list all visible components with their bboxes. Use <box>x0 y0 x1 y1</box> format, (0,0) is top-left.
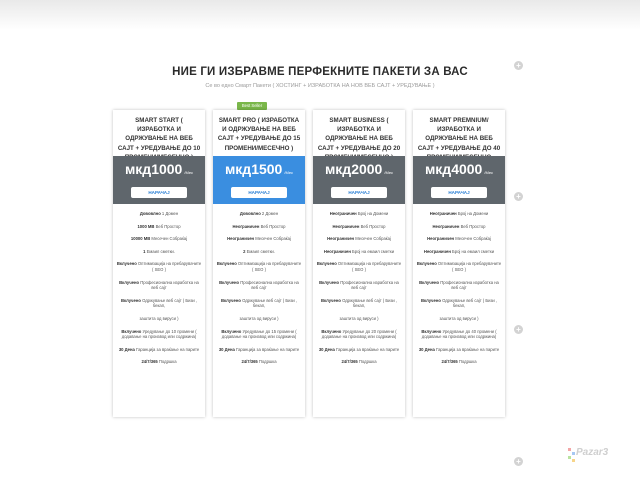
feature-item <box>316 326 402 344</box>
section-heading: НИЕ ГИ ИЗБРАВМЕ ПЕРФЕКНИТЕ ПАКЕТИ ЗА ВАС <box>172 66 468 78</box>
feature-highlight: Вклучено <box>219 279 240 285</box>
price-period: /Мес <box>384 170 394 175</box>
feature-highlight: 24/7/365 <box>341 359 358 365</box>
feature-text: Оптимизација на пребарувачите ( SEO ) <box>236 261 302 272</box>
feature-item <box>316 344 402 357</box>
feature-item <box>216 246 302 259</box>
feature-text: заштита од вируси ) <box>239 315 279 321</box>
feature-highlight: Вклучено <box>221 328 242 334</box>
feature-text: Месечен Собраќај <box>354 236 391 242</box>
feature-highlight: Вклучено <box>216 261 237 267</box>
plan-price <box>413 156 505 181</box>
feature-item <box>316 221 402 234</box>
feature-item <box>216 208 302 221</box>
feature-item <box>116 295 202 313</box>
feature-item <box>116 221 202 234</box>
feature-text: Емаил сметки. <box>245 248 275 254</box>
feature-highlight: Вклучено <box>321 328 342 334</box>
feature-item <box>216 258 302 276</box>
feature-text: Оптимизација на пребарувачите ( SEO ) <box>136 261 202 272</box>
feature-item <box>216 326 302 344</box>
feature-item <box>116 313 202 326</box>
feature-text: Гаранција за враќање на парите <box>234 346 300 352</box>
feature-text: Оптимизација на пребарувачите ( SEO ) <box>436 261 502 272</box>
feature-text: Уредување до 15 промени ( додавање на производ или содржина) <box>221 328 297 340</box>
feature-text: Веб Простор <box>459 223 486 229</box>
feature-text: Гаранција за враќање на парите <box>434 346 500 352</box>
pricing-card <box>113 110 205 417</box>
feature-highlight: 1000 MB <box>137 223 155 229</box>
watermark-text: Pazar3 <box>576 447 609 458</box>
feature-item <box>116 233 202 246</box>
feature-text: Месечен Собраќај <box>150 236 188 242</box>
feature-item <box>116 277 202 295</box>
best-seller-badge: Best Seller <box>237 102 267 110</box>
feature-text: 1 Домен <box>160 211 179 216</box>
price-period: /Мес <box>484 170 494 175</box>
feature-highlight: Вклучено <box>316 261 337 267</box>
feature-text: Одржување веб сајт ( Бизи , бекап, <box>140 297 198 309</box>
pricing-card <box>213 110 305 417</box>
feature-list <box>413 204 505 369</box>
price-box <box>313 156 405 204</box>
feature-text: Уредување до 20 промени ( додавање на производ или содржина) <box>321 328 397 340</box>
order-button[interactable]: НАРАЧАЈ <box>131 187 187 198</box>
feature-highlight: Неограничен <box>429 211 457 216</box>
feature-highlight: Вклучено <box>121 328 142 334</box>
feature-highlight: Вклучено <box>320 297 341 303</box>
feature-highlight: 1 <box>143 248 146 254</box>
feature-highlight: Дововлно <box>239 211 261 216</box>
feature-item <box>216 221 302 234</box>
feature-text: Професионална изработка на веб сајт <box>139 279 199 291</box>
price-box <box>113 156 205 204</box>
price-value: мкд2000 <box>324 161 383 177</box>
feature-item <box>216 313 302 326</box>
feature-highlight: 24/7/365 <box>441 359 458 365</box>
feature-highlight: Неограничен <box>332 223 360 229</box>
feature-highlight: Вклучено <box>120 297 141 303</box>
feature-item <box>416 246 502 259</box>
feature-highlight: Дововлно <box>139 211 161 216</box>
feature-highlight: 30 Дена <box>118 346 135 352</box>
order-button[interactable]: НАРАЧАЈ <box>331 187 387 198</box>
feature-text: Професионална изработка на веб сајт <box>439 279 499 291</box>
feature-highlight: Вклучено <box>220 297 241 303</box>
feature-highlight: Неограничен <box>423 248 451 254</box>
price-value: мкд1000 <box>124 161 183 177</box>
feature-item <box>316 313 402 326</box>
feature-highlight: 30 Дена <box>318 346 335 352</box>
feature-text: Веб Простор <box>259 223 286 229</box>
feature-highlight: 30 Дена <box>418 346 435 352</box>
feature-item <box>216 277 302 295</box>
feature-highlight: Вклучено <box>419 279 440 285</box>
feature-text: Емаил сметки. <box>145 248 175 254</box>
feature-highlight: 24/7/365 <box>141 359 158 365</box>
plan-price <box>313 156 405 181</box>
plan-title: SMART PRO ( ИЗРАБОТКА И ОДРЖУВАЊЕ НА ВЕБ САЈТ + УРЕДУВАЊЕ ДО 15 ПРОМЕНИ/МЕСЕЧНО ) <box>217 117 301 152</box>
feature-text: Одржување веб сајт ( Бизи , бекап, <box>240 297 298 309</box>
feature-text: Гаранција за враќање на парите <box>134 346 200 352</box>
feature-highlight: 2 <box>243 248 246 254</box>
feature-text: Одржување веб сајт ( Бизи , бекап, <box>440 297 498 309</box>
feature-item <box>316 295 402 313</box>
feature-text: Подршка <box>257 359 277 365</box>
feature-item <box>316 356 402 369</box>
expand-plus-icon[interactable]: + <box>514 325 523 334</box>
feature-item <box>216 344 302 357</box>
feature-text: Уредување до 10 промени ( додавање на производ или содржина) <box>121 328 197 340</box>
expand-plus-icon[interactable]: + <box>514 192 523 201</box>
feature-text: Професионална изработка на веб сајт <box>339 279 399 291</box>
feature-item <box>416 233 502 246</box>
feature-text: Подршка <box>357 359 377 365</box>
feature-highlight: Вклучено <box>116 261 137 267</box>
feature-text: Месечен Собраќај <box>254 236 291 242</box>
feature-item <box>116 258 202 276</box>
feature-highlight: Неограничен <box>323 248 351 254</box>
plan-price <box>113 156 205 181</box>
feature-text: Оптимизација на пребарувачите ( SEO ) <box>336 261 402 272</box>
feature-text: заштита од вируси ) <box>339 315 379 321</box>
feature-list <box>113 204 205 369</box>
feature-text: Месечен Собраќај <box>454 236 491 242</box>
feature-text: Подршка <box>457 359 477 365</box>
feature-item <box>116 246 202 259</box>
pricing-card <box>313 110 405 417</box>
feature-item <box>116 356 202 369</box>
feature-item <box>416 356 502 369</box>
price-value: мкд1500 <box>224 161 283 177</box>
feature-item <box>116 344 202 357</box>
feature-item <box>416 277 502 295</box>
feature-highlight: Неограничен <box>329 211 357 216</box>
watermark-logo <box>566 444 632 464</box>
expand-plus-icon[interactable]: + <box>514 61 523 70</box>
feature-highlight: Неограничен <box>227 236 255 242</box>
feature-item <box>316 208 402 221</box>
feature-item <box>316 258 402 276</box>
feature-text: Број на Домени <box>356 211 389 216</box>
feature-highlight: Неограничен <box>232 223 260 229</box>
feature-text: заштита од вируси ) <box>139 315 179 321</box>
feature-text: Број на Домени <box>456 211 489 216</box>
feature-text: заштита од вируси ) <box>439 315 479 321</box>
feature-text: Професионална изработка на веб сајт <box>239 279 299 291</box>
feature-item <box>416 344 502 357</box>
feature-highlight: 10000 MB <box>130 236 151 242</box>
price-box <box>413 156 505 204</box>
plan-title: SMART PREMNIUM/ ИЗРАБОТКА И ОДРЖУВАЊЕ НА ВЕБ САЈТ + УРЕДУВАЊЕ ДО 40 <box>417 117 501 152</box>
feature-highlight: Неограничен <box>427 236 455 242</box>
price-value: мкд4000 <box>424 161 483 177</box>
feature-text: Подршка <box>157 359 177 365</box>
feature-item <box>316 277 402 295</box>
feature-item <box>116 208 202 221</box>
feature-text: Број на емаил сметки <box>450 248 495 254</box>
order-button[interactable]: НАРАЧАЈ <box>431 187 487 198</box>
feature-text: Веб Простор <box>154 223 181 229</box>
feature-highlight: Неограничен <box>327 236 355 242</box>
feature-list <box>213 204 305 369</box>
plan-title: SMART BUSINESS ( ИЗРАБОТКА И ОДРЖУВАЊЕ НА ВЕБ САЈТ + УРЕДУВАЊЕ ДО 20 <box>317 117 401 152</box>
feature-item <box>216 233 302 246</box>
order-button[interactable]: НАРАЧАЈ <box>231 187 287 198</box>
feature-highlight: Неограничен <box>432 223 460 229</box>
feature-text: Гаранција за враќање на парите <box>334 346 400 352</box>
feature-item <box>416 295 502 313</box>
expand-plus-icon[interactable]: + <box>514 457 523 466</box>
feature-item <box>316 233 402 246</box>
plan-price <box>213 156 305 181</box>
feature-item <box>416 326 502 344</box>
price-period: /Мес <box>284 170 294 175</box>
feature-text: Број на емаил сметки <box>350 248 395 254</box>
pricing-card <box>413 110 505 417</box>
feature-text: Веб Простор <box>359 223 386 229</box>
feature-list <box>313 204 405 369</box>
price-period: /Мес <box>184 170 194 175</box>
feature-highlight: Вклучено <box>319 279 340 285</box>
feature-item <box>316 246 402 259</box>
feature-item <box>416 208 502 221</box>
section-subheading: Се во едно Смарт Пакети ( ХОСТИНГ + ИЗРАБОТКА НА НОВ ВЕБ САЈТ + УРЕДУВАЊЕ ) <box>205 83 435 89</box>
feature-item <box>216 356 302 369</box>
feature-text: 2 Домен <box>260 211 279 216</box>
plan-title: SMART START ( ИЗРАБОТКА И ОДРЖУВАЊЕ НА ВЕБ САЈТ + УРЕДУВАЊЕ ДО 10 <box>117 117 201 152</box>
feature-highlight: Вклучено <box>420 297 441 303</box>
top-background <box>0 0 640 30</box>
feature-text: Уредување до 40 промени ( додавање на производ или содржина) <box>421 328 497 340</box>
feature-item <box>416 313 502 326</box>
price-box <box>213 156 305 204</box>
feature-highlight: 24/7/365 <box>241 359 258 365</box>
feature-item <box>116 326 202 344</box>
feature-highlight: Вклучено <box>421 328 442 334</box>
feature-highlight: Вклучено <box>119 279 140 285</box>
feature-item <box>416 258 502 276</box>
feature-item <box>416 221 502 234</box>
feature-highlight: Вклучено <box>416 261 437 267</box>
feature-item <box>216 295 302 313</box>
feature-highlight: 30 Дена <box>218 346 235 352</box>
feature-text: Одржување веб сајт ( Бизи , бекап, <box>340 297 398 309</box>
